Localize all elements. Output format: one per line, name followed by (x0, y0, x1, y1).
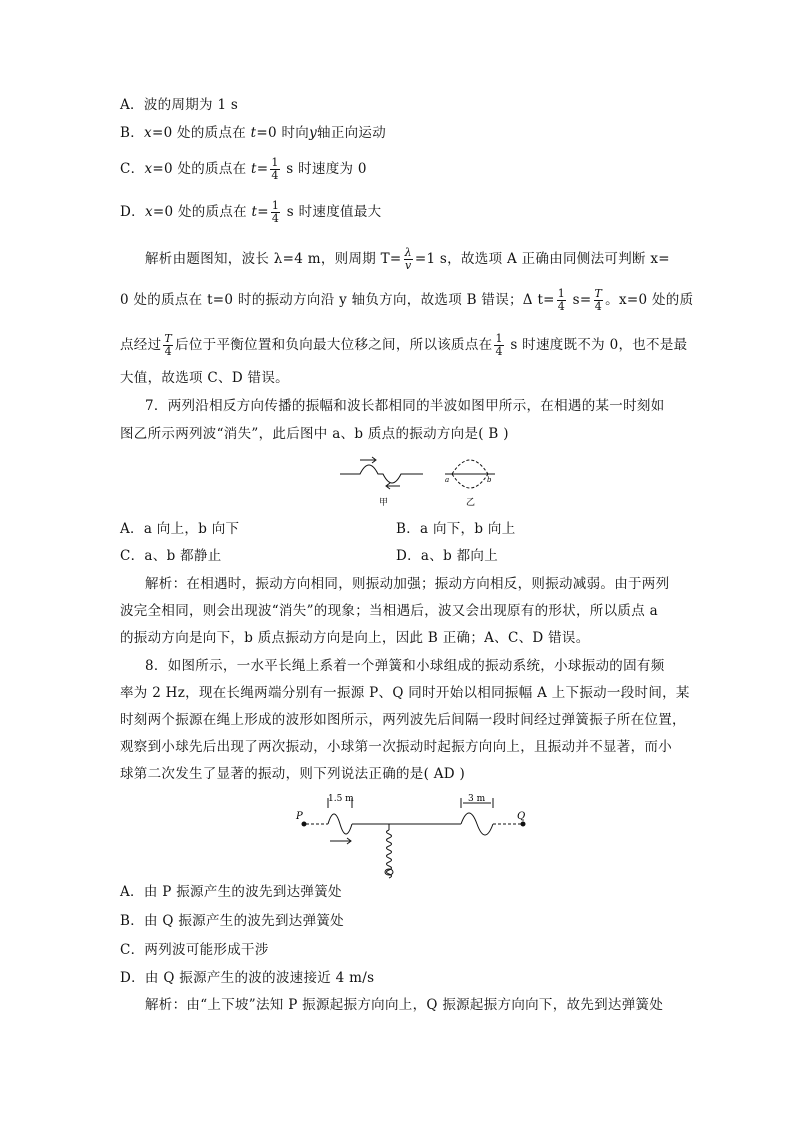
q8-stem-line4: 观察到小球先后出现了两次振动，小球第一次振动时起振方向向上，且振动并不显著，而小 (120, 739, 672, 755)
q8-stem-line5: 球第二次发生了显著的振动，则下列说法正确的是( AD ) (120, 766, 466, 782)
q6-option-d: D．x=0 处的质点在 t= $\frac{1}{4}$ s 时速度值最大 (120, 199, 382, 225)
q6-option-b: B．x=0 处的质点在 t=0 时向y轴正向运动 (120, 125, 387, 141)
q6-analysis-line4: 大值，故选项 C、D 错误。 (120, 370, 289, 386)
q8-stem-line1: 8．如图所示，一水平长绳上系着一个弹簧和小球组成的振动系统，小球振动的固有频 (145, 658, 665, 674)
svg-text:a: a (445, 476, 450, 484)
q8-option-a: A．由 P 振源产生的波先到达弹簧处 (120, 884, 342, 900)
q7-option-a: A．a 向上，b 向下 (120, 521, 240, 537)
figure-jia (340, 457, 423, 489)
figure-yi-label: 乙 (466, 498, 476, 508)
q6-analysis-line3: 点经过 $\frac{T}{4}$ 后位于平衡位置和负向最大位移之间，所以该质点在 $\frac{1}{4}$ s 时速度既不为 0，也不是最 (120, 332, 688, 358)
q7-stem-line1: 7．两列沿相反方向传播的振幅和波长都相同的半波如图甲所示，在相遇的某一时刻如 (145, 398, 665, 414)
q8-option-d: D．由 Q 振源产生的波的波速接近 4 m/s (120, 970, 375, 986)
fraction: $\frac{T}{4}$ (594, 287, 603, 313)
fraction: $\frac{T}{4}$ (164, 332, 173, 358)
svg-text:b: b (487, 476, 492, 484)
q6-option-a: A．波的周期为 1 s (120, 97, 239, 113)
label-q: Q (517, 811, 526, 822)
q8-option-c: C．两列波可能形成干涉 (120, 942, 269, 958)
q6-analysis-line2: 0 处的质点在 t=0 时的振动方向沿 y 轴负方向，故选项 B 错误；Δ t= $\frac{1}{4}$ s= $\frac{T}{4}$ 。x=0 处的质 (120, 287, 694, 313)
fraction: $\frac{1}{4}$ (271, 199, 280, 225)
q7-option-c: C．a、b 都静止 (120, 548, 222, 564)
fraction: $\frac{1}{4}$ (271, 156, 279, 182)
q8-analysis-line1: 解析：由“上下坡”法知 P 振源起振方向向上，Q 振源起振方向向下，故先到达弹簧处 (145, 997, 664, 1013)
q7-option-b: B．a 向下，b 向上 (396, 521, 516, 537)
label-p: P (296, 811, 303, 822)
label-1-5m: 1.5 m (328, 794, 354, 804)
q7-option-d: D．a、b 都向上 (396, 548, 499, 564)
q7-stem-line2: 图乙所示两列波“消失”，此后图中 a、b 质点的振动方向是( B ) (120, 426, 509, 442)
label-3m: 3 m (468, 794, 486, 804)
fraction: $\frac{1}{4}$ (557, 287, 566, 313)
q7-analysis-line2: 波完全相同，则会出现波“消失”的现象；当相遇后，波又会出现原有的形状，所以质点 a (120, 603, 658, 619)
figure-jia-label: 甲 (379, 498, 389, 508)
q7-wave-figure (335, 452, 505, 514)
q8-option-b: B．由 Q 振源产生的波先到达弹簧处 (120, 913, 344, 929)
fraction: $\frac{1}{4}$ (495, 332, 503, 358)
q6-option-c: C．x=0 处的质点在 t= $\frac{1}{4}$ s 时速度为 0 (120, 156, 367, 182)
q7-analysis-line3: 的振动方向是向下，b 质点振动方向是向上，因此 B 正确；A、C、D 错误。 (120, 630, 590, 646)
q8-stem-line2: 率为 2 Hz，现在长绳两端分别有一振源 P、Q 同时开始以相同振幅 A 上下振动一段时间，某 (120, 685, 690, 701)
fraction: $\frac{\lambda}{v}$ (404, 246, 412, 272)
q8-stem-line3: 时刻两个振源在绳上形成的波形如图所示，两列波先后间隔一段时间经过弹簧振子所在位置， (120, 712, 686, 728)
q6-analysis-line1: 解析由题图知，波长 λ=4 m，则周期 T= $\frac{\lambda}{v}$ =1 s，故选项 A 正确由同侧法可判断 x= (145, 246, 670, 272)
q8-rope-figure (293, 788, 533, 880)
q7-analysis-line1: 解析：在相遇时，振动方向相同，则振动加强；振动方向相反，则振动减弱。由于两列 (145, 576, 670, 592)
